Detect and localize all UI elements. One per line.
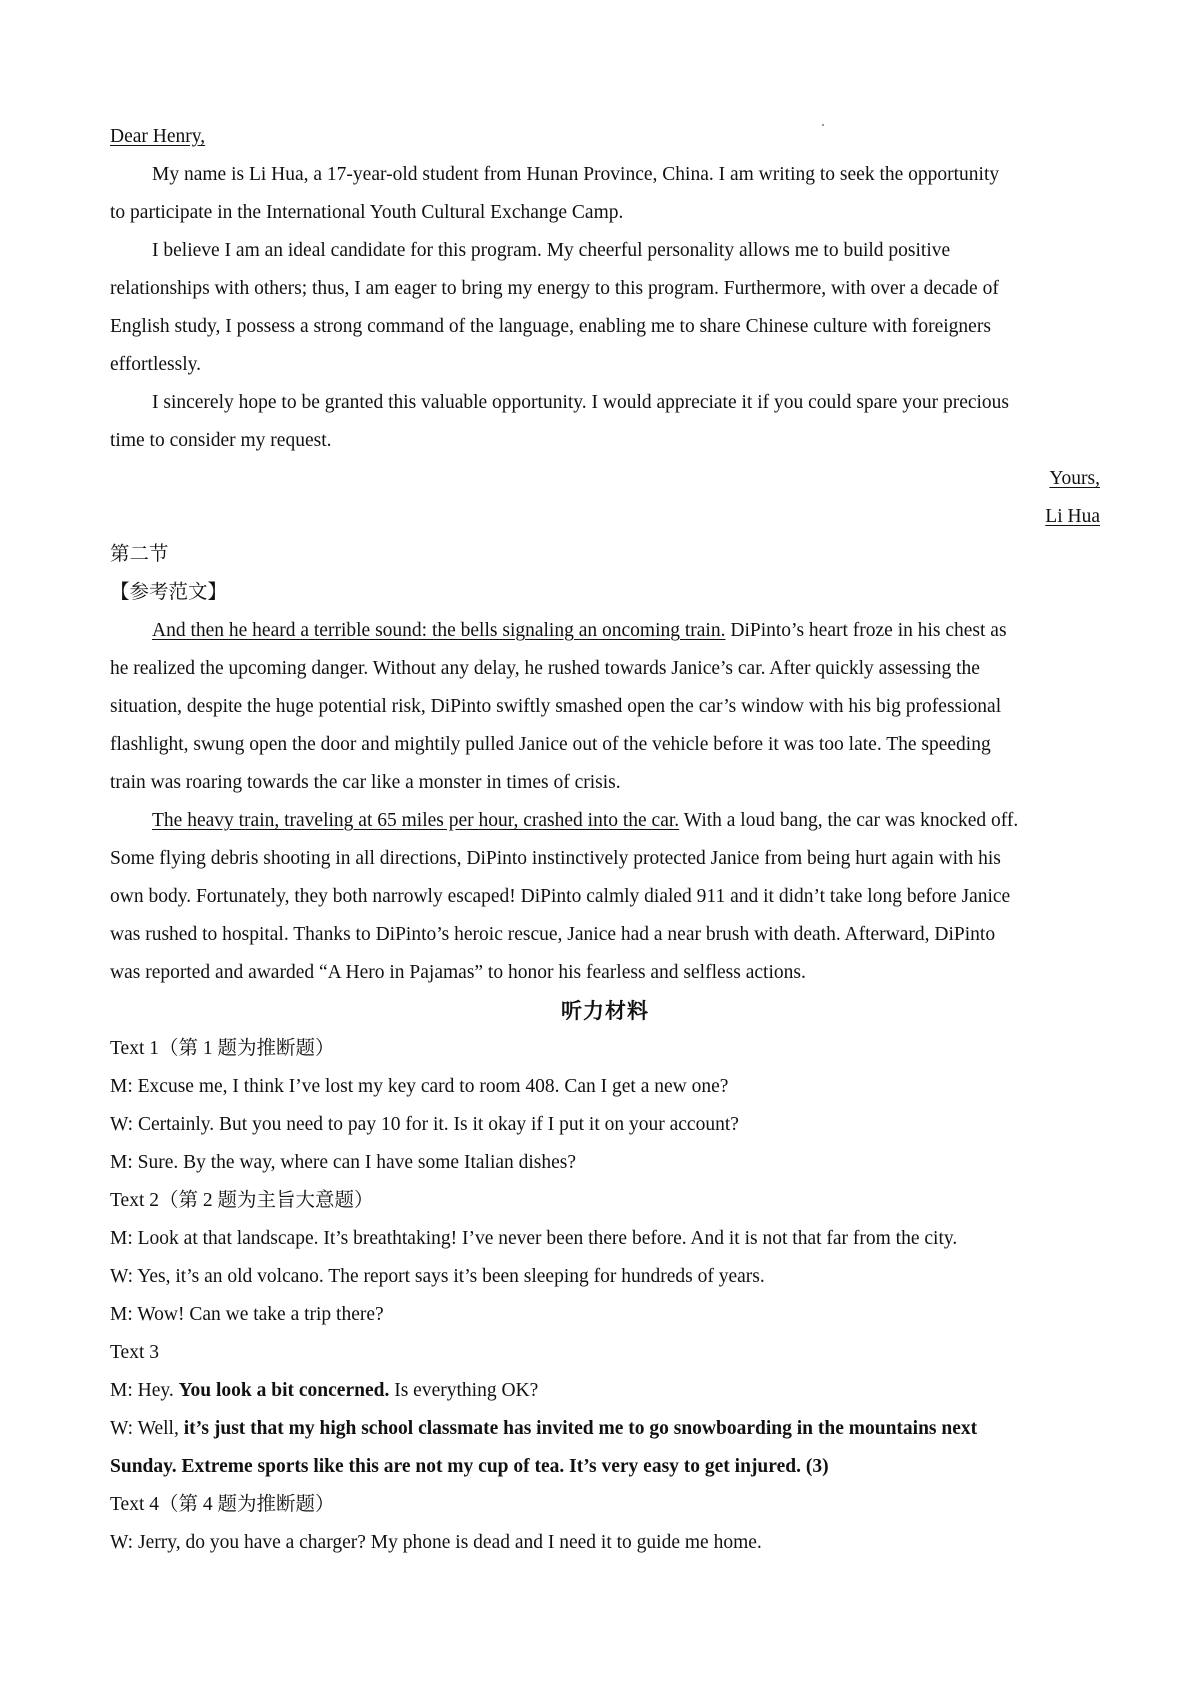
document-page bbox=[110, 118, 1100, 1562]
letter-paragraph-1-line-2: to participate in the International Youth Cultural Exchange Camp. bbox=[110, 202, 624, 223]
text3-line-3: Sunday. Extreme sports like this are not my cup of tea. It’s very easy to get injured. (3) bbox=[110, 1456, 829, 1477]
essay-paragraph-1-rest: DiPinto’s heart froze in his chest as bbox=[725, 620, 1007, 641]
letter-signature bbox=[110, 498, 1100, 536]
letter-paragraph-2-line-1: I believe I am an ideal candidate for this program. My cheerful personality allows me to build positive bbox=[152, 240, 951, 261]
closing-text: Yours, bbox=[1049, 468, 1100, 489]
essay-paragraph-2-line-4: was rushed to hospital. Thanks to DiPinto’s heroic rescue, Janice had a near brush with death. Afterward, DiPinto bbox=[110, 924, 996, 945]
text3-title: Text 3 bbox=[110, 1342, 159, 1363]
text2-line-2: W: Yes, it’s an old volcano. The report says it’s been sleeping for hundreds of years. bbox=[110, 1266, 765, 1287]
text4-line-1: W: Jerry, do you have a charger? My phone is dead and I need it to guide me home. bbox=[110, 1532, 762, 1553]
text3-line-1-a: M: Hey. bbox=[110, 1380, 179, 1401]
section2-title: 第二节 bbox=[110, 544, 169, 565]
essay-paragraph-1-line-2: he realized the upcoming danger. Without any delay, he rushed towards Janice’s car. After quickly assessing the bbox=[110, 658, 980, 679]
essay-paragraph-2-line-2: Some flying debris shooting in all directions, DiPinto instinctively protected Janice from being hurt again with his bbox=[110, 848, 1001, 869]
listening-heading: 听力材料 bbox=[561, 999, 649, 1023]
essay-paragraph-1-line-5: train was roaring towards the car like a monster in times of crisis. bbox=[110, 772, 621, 793]
text3-line-1 bbox=[110, 1372, 1100, 1410]
text1-line-2: W: Certainly. But you need to pay 10 for it. Is it okay if I put it on your account? bbox=[110, 1114, 739, 1135]
essay-paragraph-2-line-1 bbox=[110, 802, 1100, 840]
text3-line-2-a: W: Well, bbox=[110, 1418, 184, 1439]
letter-paragraph-2-line-4: effortlessly. bbox=[110, 354, 201, 375]
signature-text: Li Hua bbox=[1045, 506, 1100, 527]
letter-paragraph-3-line-1: I sincerely hope to be granted this valuable opportunity. I would appreciate it if you could spare your precious bbox=[152, 392, 1010, 413]
text3-line-1-c: Is everything OK? bbox=[389, 1380, 539, 1401]
essay-paragraph-2-opening: The heavy train, traveling at 65 miles per hour, crashed into the car. bbox=[152, 810, 680, 831]
letter-paragraph-2-line-2: relationships with others; thus, I am eager to bring my energy to this program. Furthermore, with over a decade of bbox=[110, 278, 999, 299]
essay-paragraph-2-line-3: own body. Fortunately, they both narrowly escaped! DiPinto calmly dialed 911 and it didn’t take long before Janice bbox=[110, 886, 1011, 907]
text4-title: Text 4（第 4 题为推断题） bbox=[110, 1494, 335, 1515]
text2-title: Text 2（第 2 题为主旨大意题） bbox=[110, 1190, 374, 1211]
text1-title: Text 1（第 1 题为推断题） bbox=[110, 1038, 335, 1059]
letter-paragraph-3-line-2: time to consider my request. bbox=[110, 430, 332, 451]
text3-line-2-bold: it’s just that my high school classmate has invited me to go snowboarding in the mountains next bbox=[183, 1418, 978, 1439]
essay-paragraph-1-line-1 bbox=[110, 612, 1100, 650]
letter-paragraph-1-line-1: My name is Li Hua, a 17-year-old student from Hunan Province, China. I am writing to seek the opportunity bbox=[152, 164, 1000, 185]
salutation: Dear Henry, bbox=[110, 126, 206, 147]
essay-paragraph-1-opening: And then he heard a terrible sound: the bells signaling an oncoming train. bbox=[152, 620, 726, 641]
text1-line-1: M: Excuse me, I think I’ve lost my key card to room 408. Can I get a new one? bbox=[110, 1076, 729, 1097]
text2-line-3: M: Wow! Can we take a trip there? bbox=[110, 1304, 384, 1325]
letter-closing bbox=[110, 460, 1100, 498]
essay-paragraph-1-line-3: situation, despite the huge potential risk, DiPinto swiftly smashed open the car’s window with his big professional bbox=[110, 696, 1002, 717]
text3-line-1-bold: You look a bit concerned. bbox=[178, 1380, 390, 1401]
text2-line-1: M: Look at that landscape. It’s breathtaking! I’ve never been there before. And it is not that far from the city. bbox=[110, 1228, 958, 1249]
essay-paragraph-1-line-4: flashlight, swung open the door and mightily pulled Janice out of the vehicle before it was too late. The speeding bbox=[110, 734, 991, 755]
text3-line-2 bbox=[110, 1410, 1100, 1448]
essay-paragraph-2-line-5: was reported and awarded “A Hero in Pajamas” to honor his fearless and selfless actions. bbox=[110, 962, 806, 983]
essay-paragraph-2-rest: With a loud bang, the car was knocked off. bbox=[679, 810, 1019, 831]
text1-line-3: M: Sure. By the way, where can I have some Italian dishes? bbox=[110, 1152, 577, 1173]
section2-subtitle: 【参考范文】 bbox=[110, 582, 228, 603]
letter-paragraph-2-line-3: English study, I possess a strong command of the language, enabling me to share Chinese culture with foreigners bbox=[110, 316, 991, 337]
